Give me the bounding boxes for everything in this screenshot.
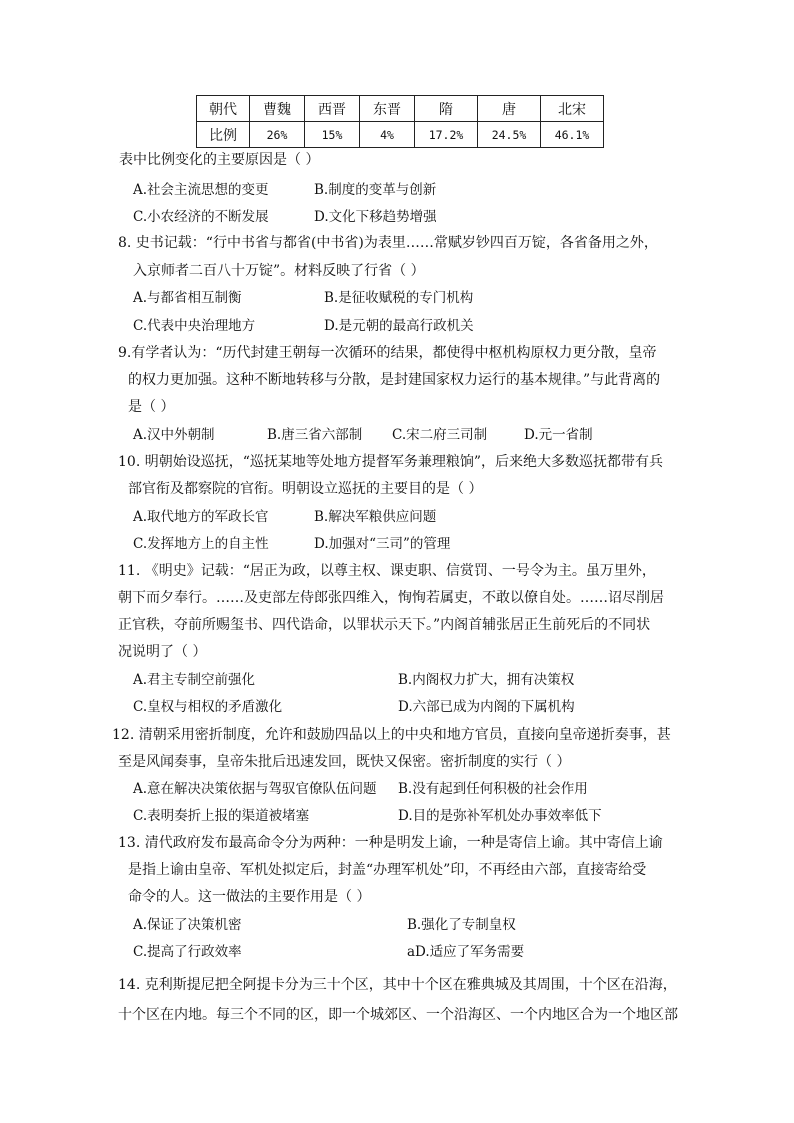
q11-option-b[interactable]: B.内阁权力扩大，拥有决策权 — [398, 672, 575, 688]
q8-option-c[interactable]: C.代表中央治理地方 — [133, 318, 256, 334]
q12-option-d[interactable]: D.目的是弥补军机处办事效率低下 — [398, 808, 602, 824]
q8-option-d[interactable]: D.是元朝的最高行政机关 — [324, 318, 474, 334]
table-cell: 朝代 — [197, 96, 250, 122]
q11-option-a[interactable]: A.君主专制空前强化 — [133, 672, 256, 688]
table-row — [197, 122, 604, 148]
q10-option-a[interactable]: A.取代地方的军政长官 — [133, 509, 269, 525]
q9-option-b[interactable]: B.唐三省六部制 — [267, 427, 363, 443]
q13-option-b[interactable]: B.强化了专制皇权 — [407, 917, 516, 933]
q14-stem-line1: 14. 克利斯提尼把全阿提卡分为三十个区，其中十个区在雅典城及其周围，十个区在沿海， — [118, 977, 677, 993]
q13-stem-line1: 13. 清代政府发布最高命令分为两种：一种是明发上谕，一种是寄信上谕。其中寄信上谕 — [118, 835, 663, 851]
q10-stem-line2: 部官衔及都察院的官衔。明朝设立巡抚的主要目的是（ ） — [128, 481, 483, 497]
q9-option-c[interactable]: C.宋二府三司制 — [392, 427, 488, 443]
table-cell: 北宋 — [541, 96, 604, 122]
q7-option-a[interactable]: A.社会主流思想的变更 — [133, 182, 269, 198]
q12-stem-line2: 至是风闻奏事，皇帝朱批后迅速发回，既快又保密。密折制度的实行（ ） — [118, 754, 571, 770]
table-cell: 17.2% — [415, 122, 478, 148]
table-cell: 西晋 — [305, 96, 360, 122]
q13-option-d[interactable]: aD.适应了军务需要 — [407, 944, 525, 960]
q13-option-a[interactable]: A.保证了决策机密 — [133, 917, 242, 933]
q11-option-c[interactable]: C.皇权与相权的矛盾激化 — [133, 699, 283, 715]
table-cell: 唐 — [478, 96, 541, 122]
q9-option-d[interactable]: D.元一省制 — [524, 427, 593, 443]
q13-stem-line2: 是指上谕由皇帝、军机处拟定后，封盖“办理军机处”印，不再经由六部，直接寄给受 — [128, 862, 647, 878]
q7-option-d[interactable]: D.文化下移趋势增强 — [314, 209, 437, 225]
q11-stem-line4: 况说明了（ ） — [118, 644, 207, 660]
q9-stem-line3: 是（ ） — [128, 399, 175, 415]
table-row — [197, 96, 604, 122]
q9-stem-line1: 9.有学者认为：“历代封建王朝每一次循环的结果，都使得中枢机构原权力更分散，皇帝 — [118, 345, 657, 361]
table-cell: 比例 — [197, 122, 250, 148]
q7-stem: 表中比例变化的主要原因是（ ） — [119, 152, 320, 168]
q9-stem-line2: 的权力更加强。这种不断地转移与分散，是封建国家权力运行的基本规律。”与此背离的 — [128, 372, 661, 388]
q12-option-b[interactable]: B.没有起到任何积极的社会作用 — [398, 781, 588, 797]
q10-option-d[interactable]: D.加强对“三司”的管理 — [314, 536, 451, 552]
q10-option-c[interactable]: C.发挥地方上的自主性 — [133, 536, 269, 552]
q11-stem-line2: 朝下而夕奉行。……及吏部左侍郎张四维入，恂恂若属吏，不敢以僚自处。……诏尽削居 — [118, 590, 664, 606]
q13-option-c[interactable]: C.提高了行政效率 — [133, 944, 242, 960]
q14-stem-line2: 十个区在内地。每三个不同的区，即一个城郊区、一个沿海区、一个内地区合为一个地区部 — [118, 1007, 678, 1023]
q8-stem-line1: 8. 史书记载：“行中书省与都省(中书省)为表里……常赋岁钞四百万锭，各省备用之外， — [118, 235, 658, 251]
table-cell: 东晋 — [360, 96, 415, 122]
table-cell: 24.5% — [478, 122, 541, 148]
table-cell: 26% — [250, 122, 305, 148]
table-cell: 曹魏 — [250, 96, 305, 122]
q13-stem-line3: 命令的人。这一做法的主要作用是（ ） — [128, 889, 371, 905]
table-cell: 4% — [360, 122, 415, 148]
q11-option-d[interactable]: D.六部已成为内阁的下属机构 — [398, 699, 575, 715]
q7-option-b[interactable]: B.制度的变革与创新 — [314, 182, 437, 198]
q10-option-b[interactable]: B.解决军粮供应问题 — [314, 509, 437, 525]
q8-stem-line2: 入京师者二百八十万锭”。材料反映了行省（ ） — [133, 263, 425, 279]
q9-option-a[interactable]: A.汉中外朝制 — [133, 427, 215, 443]
table-cell: 46.1% — [541, 122, 604, 148]
q12-option-c[interactable]: C.表明奏折上报的渠道被堵塞 — [133, 808, 310, 824]
q8-option-b[interactable]: B.是征收赋税的专门机构 — [324, 290, 474, 306]
q12-stem-line1: 12. 清朝采用密折制度，允许和鼓励四品以上的中央和地方官员，直接向皇帝递折奏事，甚 — [112, 727, 671, 743]
q10-stem-line1: 10. 明朝始设巡抚，“巡抚某地等处地方提督军务兼理粮饷”，后来绝大多数巡抚都带有兵 — [118, 454, 664, 470]
q7-option-c[interactable]: C.小农经济的不断发展 — [133, 209, 269, 225]
table-cell: 隋 — [415, 96, 478, 122]
dynasty-ratio-table — [196, 95, 604, 148]
q11-stem-line3: 正官秩，夺前所赐玺书、四代诰命，以罪状示天下。”内阁首辅张居正生前死后的不同状 — [118, 617, 651, 633]
q12-option-a[interactable]: A.意在解决决策依据与驾驭官僚队伍问题 — [133, 781, 377, 797]
q8-option-a[interactable]: A.与都省相互制衡 — [133, 290, 242, 306]
table-cell: 15% — [305, 122, 360, 148]
q11-stem-line1: 11. 《明史》记载：“居正为政，以尊主权、课吏职、信赏罚、一号令为主。虽万里外， — [118, 563, 656, 579]
